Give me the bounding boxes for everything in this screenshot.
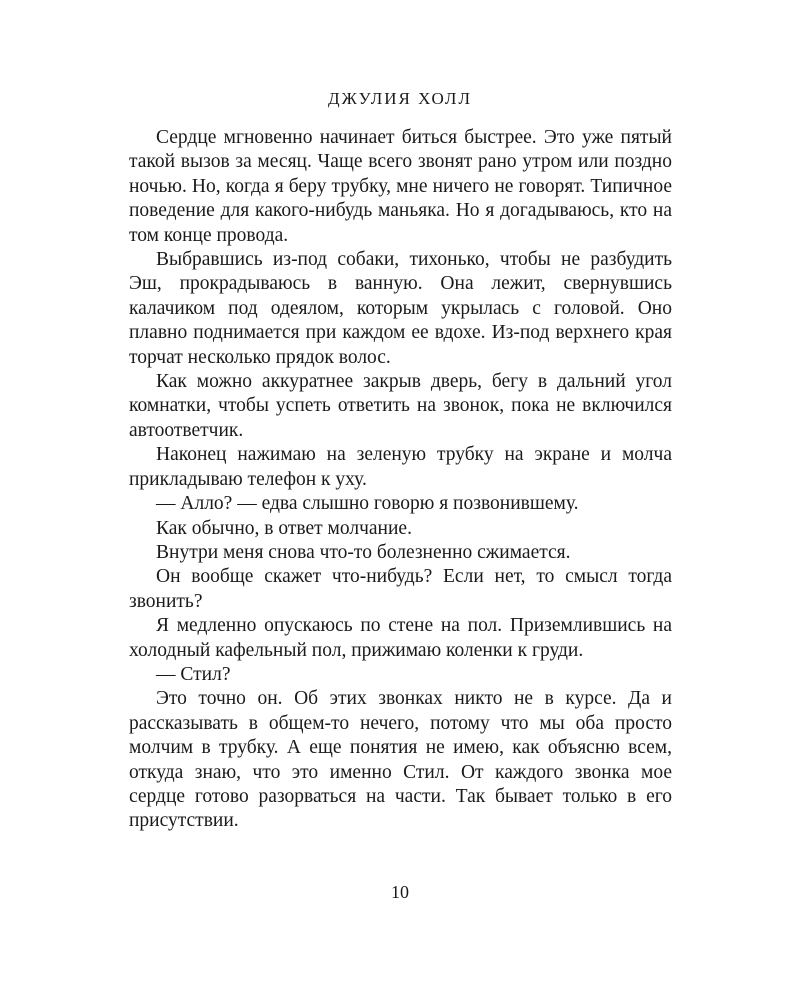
paragraph: Он вообще скажет что-нибудь? Если нет, то смысл тогда звонить? [129,566,672,612]
paragraph: Выбравшись из-под собаки, тихонько, чтобы не разбудить Эш, прокрадываюсь в ванную. Она лежит, свернувшись калачиком под одеялом, которым укрылась с головой. Оно плавно поднимается при каждом ее вдохе. Из-под верхнего края торчат несколько прядок волос. [129,249,672,368]
dialogue-line: — Алло? — едва слышно говорю я позвонившему. [156,493,579,515]
paragraph: Я медленно опускаюсь по стене на пол. Приземлившись на холодный кафельный пол, прижимаю коленки к груди. [129,615,672,661]
paragraph: Наконец нажимаю на зеленую трубку на экране и молча прикладываю телефон к уху. [129,444,672,490]
body-text [129,126,672,834]
paragraph: Как можно аккуратнее закрыв дверь, бегу в дальний угол комнатки, чтобы успеть ответить на звонок, пока не включился автоответчик. [129,371,672,441]
paragraph: Как обычно, в ответ молчание. [156,517,412,539]
dialogue-line: — Стил? [156,663,231,685]
paragraph: Внутри меня снова что-то болезненно сжимается. [156,541,571,563]
running-head-author: ДЖУЛИЯ ХОЛЛ [327,89,472,108]
paragraph: Сердце мгновенно начинает биться быстрее. Это уже пятый такой вызов за месяц. Чаще всего звонят рано утром или поздно ночью. Но, когда я беру трубку, мне ничего не говорят. Типичное поведение для какого-нибудь маньяка. Но я догадываюсь, кто на том конце провода. [129,127,672,246]
page-number: 10 [391,882,409,902]
paragraph: Это точно он. Об этих звонках никто не в курсе. Да и рассказывать в общем-то нечего, потому что мы оба просто молчим в трубку. А еще понятия не имею, как объясню всем, откуда знаю, что это именно Стил. От каждого звонка мое сердце готово разорваться на части. Так бывает только в его присутствии. [129,688,672,832]
